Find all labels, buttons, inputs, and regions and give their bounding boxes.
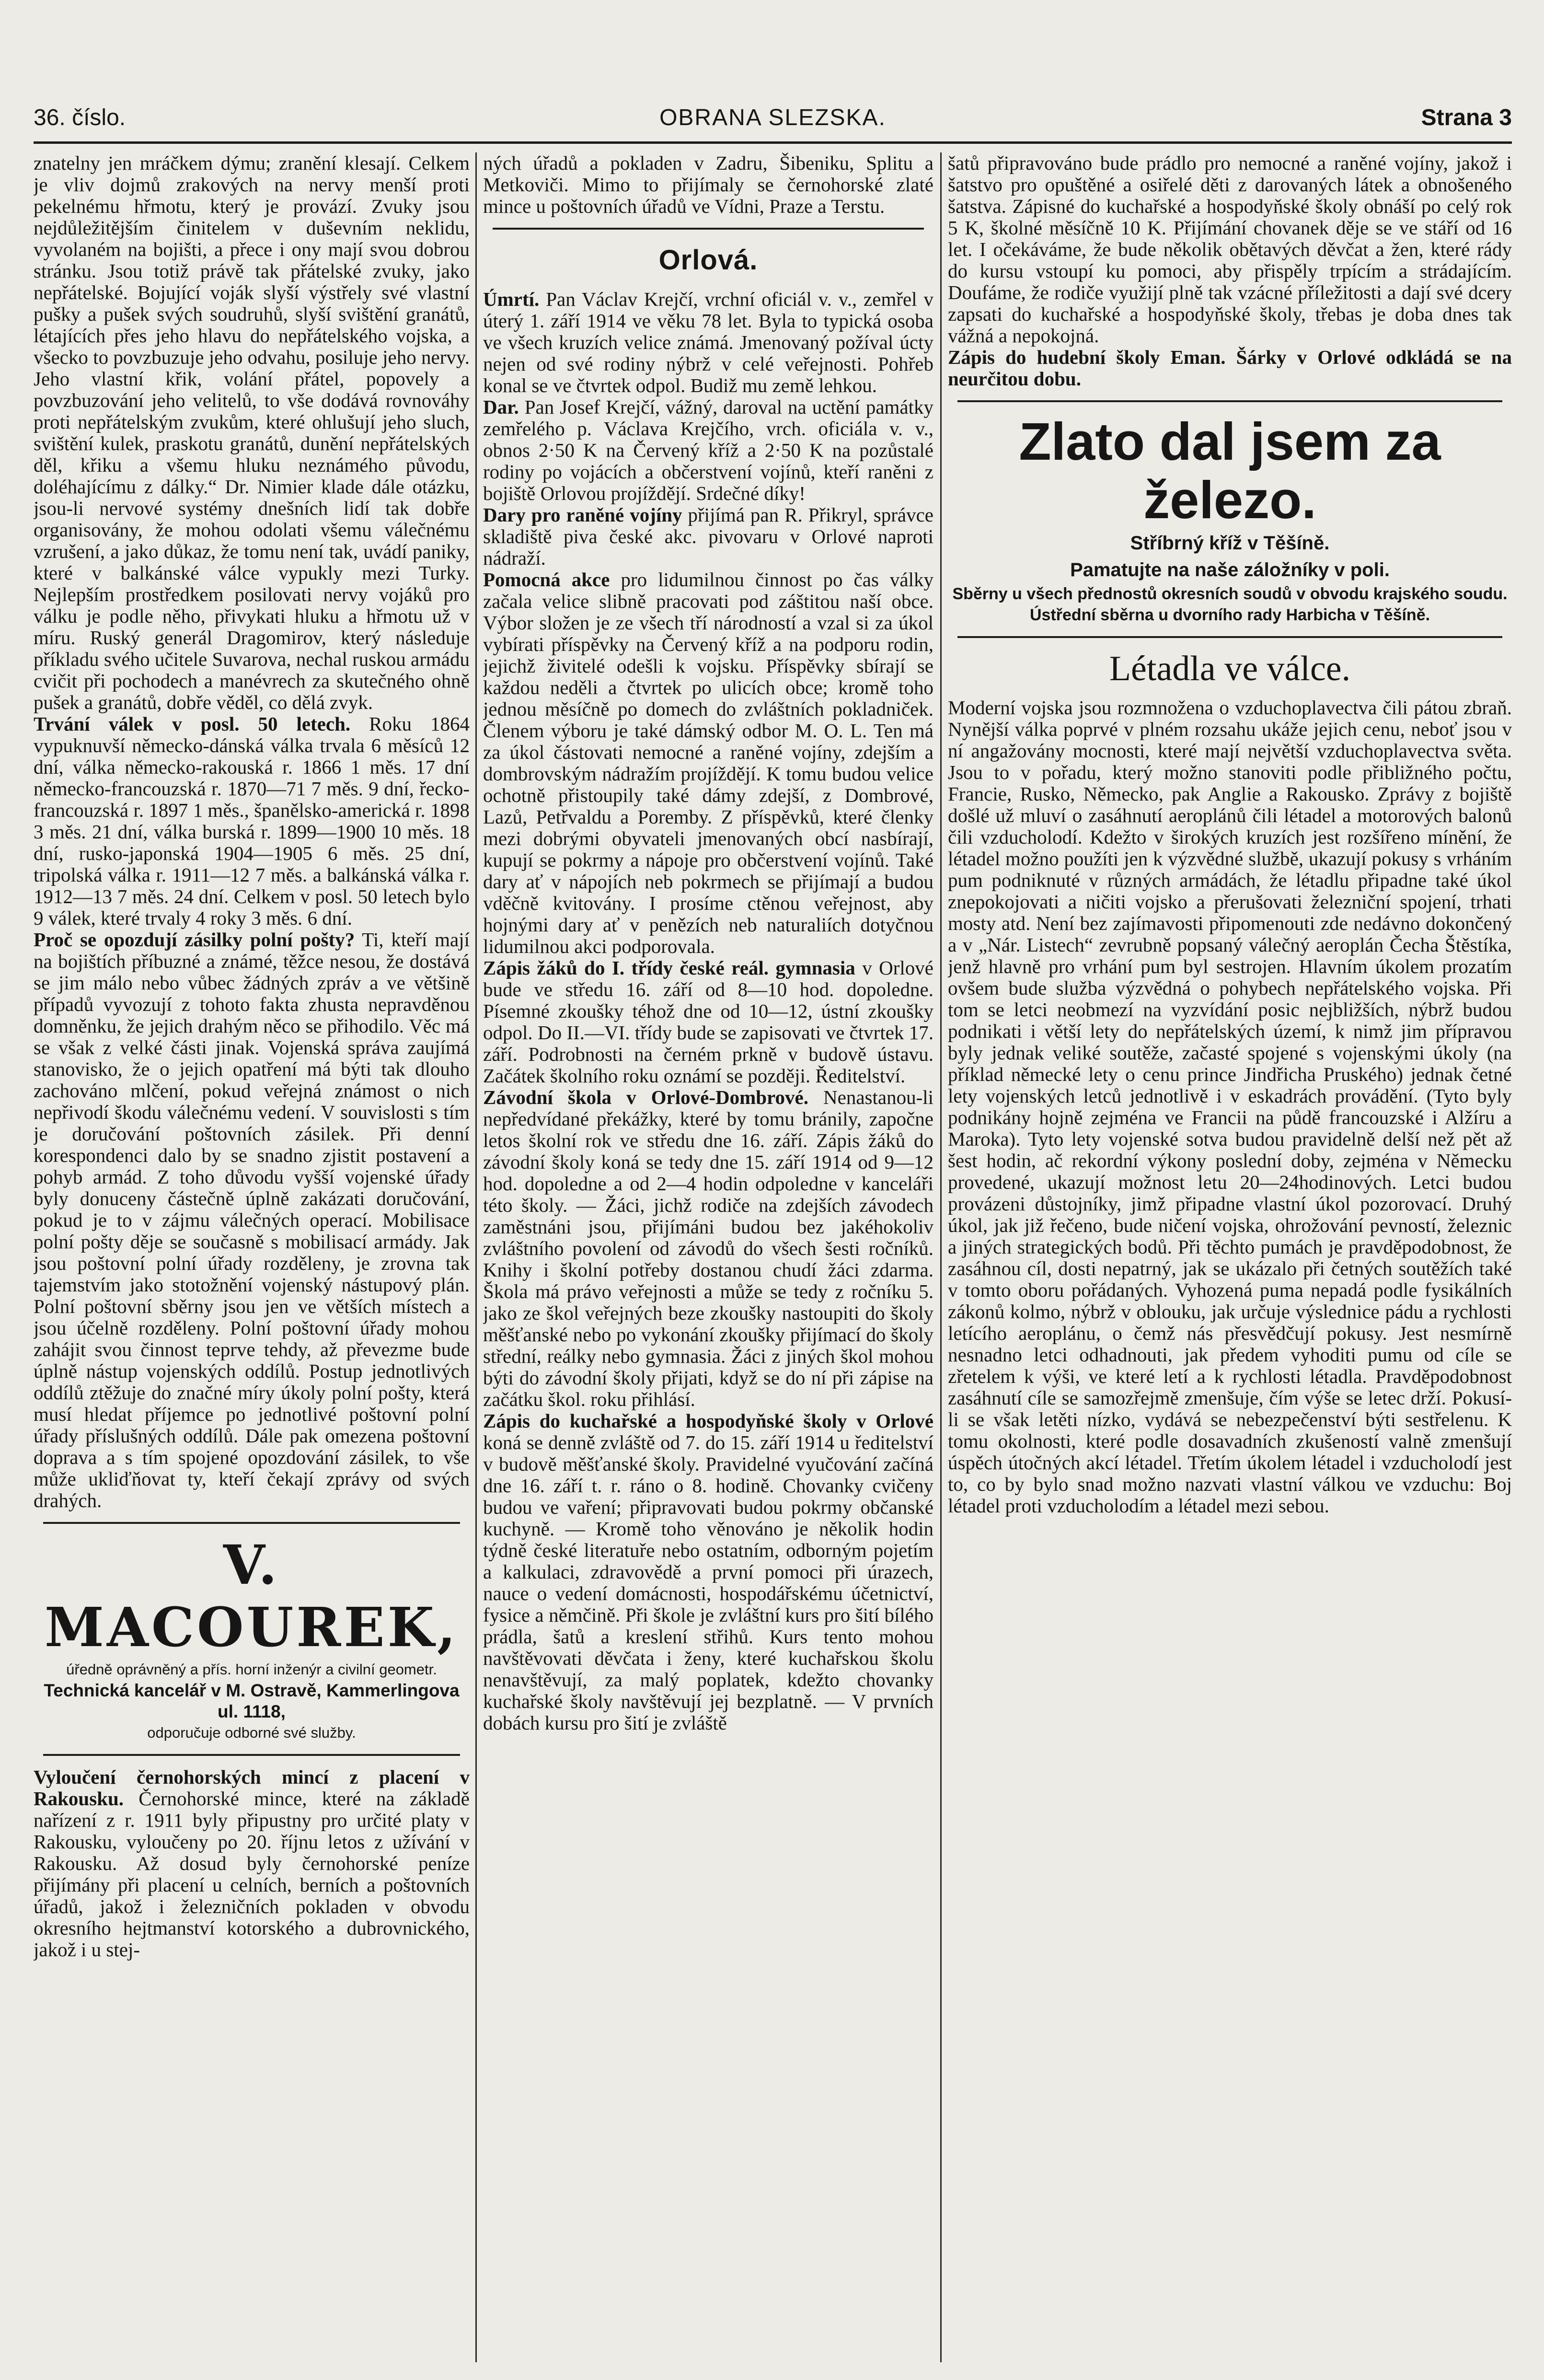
news-body: Nenastanou-li nepředvídané překážky, které by tomu bránily, započne letos školní rok ve středu dne 16. září. Zápis žáků do závodní školy koná se tedy dne 15. září 1914 od 9—12 hod. dopoledne a od 2—4 hodin odpoledne v kanceláři této školy. — Žáci, jichž rodiče na zdejších závodech zaměstnáni jsou, přijímáni budou bez jakéhokoliv zvláštního povolení od závodů do všech šesti ročníků. Knihy i školní potřeby dostanou chudí žáci zdarma. Škola má právo veřejnosti a může se tedy z ročníku 5. jako ze škol veřejných beze zkoušky nastoupiti do školy měšťanské nebo po vykonání zkoušky přijímací do školy střední, reálky nebo gymnasia. Žáci z jiných škol mohou býti do závodní školy přijati, když se do ní při zápise na začátku škol. roku přihlásí. [483,1086,933,1410]
article-letadla: Moderní vojska jsou rozmnožena o vzduchoplavectva čili pátou zbraň. Nynější válka poprvé v plném rozsahu ukáže jejich cenu, neboť jsou v ní angažovány mocnosti, které mají největší vzduchoplavectva světa. Jsou to v pořadu, který možno stanoviti podle přibližného počtu, Francie, Rusko, Německo, pak Anglie a Rakousko. Zprávy z bojiště došlé už mluví o zasáhnutí aeroplánů čili létadel a motorových balonů čili vzducholodí. Kdežto v širokých kruzích jest rozšířeno mínění, že létadel možno použíti jen k výzvědné službě, ukazují pokusy s vrháním pum podniknuté v různých armádách, že létadlu připadne také úkol znepokojovati a ničiti vojsko a přerušovati železniční spojení, trhati mosty atd. Není bez zajímavosti připomenouti zde nedávno dokončený a v „Nár. Listech“ zevrubně popsaný válečný aeroplán Čecha Štěstíka, jenž hlavně pro vrhání pum byl sestrojen. Hlavním úkolem prozatím ovšem bude služba výzvědná o pohybech nepřátelského vojska. Při tom se letci neobmezí na vyzvídání posic nejbližších, nýbrž budou podnikati i větší lety do nepřátelských území, k nimž jim přípravou byly jednak veliké soutěže, začasté spojené s vojenskými úkoly (na příklad německé lety o cenu prince Jindřicha Pruského) jednak četné lety vojenských letců jednotlivě i v eskadrách provádění. (Tyto byly podnikány hojně zejména ve Francii na půdě francouzské i Alžíru a Maroka). Tyto lety vojenské sotva budou pravidelně delší než pět až šest hodin, ač rekordní výkony poslední doby, zejména v Německu provedené, ukazují možnost letu 20—24hodinových. Letci budou provázeni důstojníky, jimž připadne vlastní úkol pozorovací. Druhý úkol, jak již řečeno, bude ničení vojska, ohrožování pevností, železnic a jiných strategických bodů. Při těchto pumách je pravděpodobnost, že zasáhnou cíl, dosti nepatrný, jak se ukázalo při četných soutěžích také v tomto oboru pořádaných. Vyhozená puma nepadá podle fysikálních zákonů kolmo, nýbrž v oblouku, jak určuje výslednice pádu a rychlosti letícího aeroplánu, o čemž nás přesvědčují pokusy. Jest nesmírně nesnadno letci odhadnouti, jak předem vyhoditi pumu od cíle se zřetelem k výši, ve které letí a k rychlosti létadla. Pravděpodobnost zasáhnutí cíle se samozřejmě zmenšuje, čím výše se letec drží. Pokusí-li se však letěti nízko, vydává se nebezpečenství býti sestřelenu. K tomu okolnosti, které podle dosavadních zkušeností valně zmenšují úspěch útočných akcí létadel. Třetím úkolem létadel i vzducholodí jest to, co by bylo snad možno nazvati vlastní válkou ve vzduchu: Boj létadel proti vzducholodím a létadel mezi sebou. [948,697,1512,1517]
news-label: Zápis žáků do I. třídy české reál. gymnasia [483,957,855,979]
news-label: Pomocná akce [483,569,610,591]
news-label: Závodní škola v Orlové-Dombrové. [483,1086,808,1108]
header-rule [34,141,1512,144]
article-body: Roku 1864 vypuknuvší německo-dánská válka trvala 6 měsíců 12 dní, válka německo-rakouská r. 1866 1 měs. 17 dní německo-francouzská r. 1870—71 7 měs. 9 dní, řecko-francouzská r. 1897 1 měs., španělsko-americká r. 1898 3 měs. 21 dní, válka burská r. 1899—1900 10 měs. 18 dní, rusko-japonská 1904—1905 6 měs. 25 dní, tripolská válka r. 1911—12 7 měs. a balkánská válka r. 1912—13 7 měs. 24 dní. Celkem v posl. 50 letech bylo 9 válek, které trvaly 4 roky 3 měs. 6 dní. [34,713,470,929]
appeal-title: železo. [1143,471,1316,530]
news-label: Zápis do kuchařské a hospodyňské školy v Orlové [483,1410,933,1432]
section-divider [957,400,1502,402]
ad-line: úředně oprávněný a přís. horní inženýr a civilní geometr. [66,1661,437,1678]
article-cernohorske-mince [34,1766,470,1961]
section-divider [43,1522,460,1524]
appeal-zlato-za-zelezo [948,413,1512,626]
news-label: Dar. [483,396,519,418]
column-rule-1 [475,152,477,2362]
ad-name: V. MACOUREK, [44,1534,459,1659]
advertisement-macourek [34,1534,470,1743]
news-body: v Orlové bude ve středu 16. září od 8—10 hod. dopoledne. Písemné zkoušky téhož dne od 10—12, ústní zkoušky odpol. Do II.—VI. třídy bude se zapisovati ve čtvrtek 17. září. Podrobnosti na černém prkně v budově ústavu. Začátek školního roku oznámí se později. [483,957,933,1087]
ad-line: Technická kancelář v M. Ostravě, Kammerlingova ul. 1118, [44,1681,460,1721]
news-signature: Ředitelství. [815,1065,906,1087]
article-body: Ti, kteří mají na bojištích příbuzné a známé, těžce nesou, že dostává se jim málo nebo vůbec žádných zpráv a ve většině případů vyvozují z tohoto fakta zhusta nepravděnou domněnku, že jejich drahým něco se přihodilo. Věc má se však z velké části jinak. Vojenská správa zaujímá stanovisko, že o jejich opatření má býti tak dlouho zachováno mlčení, pokud veřejná známost o nich nepřivodí škodu válečnému vedení. V souvislosti s tím je doručování poštovních zásilek. Při denní korespondenci dalo by se snadno zjistit postavení a pohyb armád. Z toho důvodu vyšší vojenské úřady byly donuceny částečně úplně zakázati doručování, pokud je to v zájmu válečných operací. Mobilisace polní pošty děje se současně s mobilisací armády. Jak jsou poštovní polní úřady rozděleny, je zrovna tak tajemstvím jako stotožnění vojenský nástupový plán. Polní poštovní sběrny jsou jen ve větších místech a jsou účelně rozděleny. Polní poštovní úřady mohou zahájit svou činnost teprve tehdy, až převezme bude úplně nástup vojenských oddílů. Postup jednotlivých oddílů ztěžuje do značné míry úkoly polní pošty, která musí hledat příjemce po jednotlivé poštovní polní úřady příslušných oddílů. Dále pak omezena poštovní doprava a s tím spojené opozdování zásilek, to vše může ukliďňovat ty, kteří čekají zprávy od svých drahých. [34,929,470,1511]
news-dary [483,504,933,569]
column-rule-2 [940,152,942,2362]
article-body: Černohorské mince, které na základě nařízení z r. 1911 byly připustny pro určité platy v Rakousku, vyloučeny po 20. říjnu letos z užívání v Rakousku. Až dosud byly černohorské peníze přijímány při placení u celních, berních a poštovních úřadů, jakož i železničních pokladen v obvodu okresního hejtmanství kotorského a dubrovnického, jakož i u stej- [34,1788,470,1961]
news-umrti [483,289,933,396]
news-body: Pan Václav Krejčí, vrchní oficiál v. v., zemřel v úterý 1. září 1914 ve věku 78 let. Byla to typická osoba ve všech kruzích velice známá. Jmenovaný požíval úcty nejen od své rodiny nýbrž v celé veřejnosti. Pohřeb konal se ve čtvrtek odpol. Budiž mu země lehkou. [483,288,933,396]
news-body: Pan Josef Krejčí, vážný, daroval na uctění památky zemřelého p. Václava Krejčího, vrch. oficiála v. v., obnos 2·50 K na Červený kříž a 2·50 K na pozůstalé rodiny po vojácích a občerstvení vojínů, kteří raněni z bojiště Orlovou projíždějí. Srdečné díky! [483,396,933,504]
news-pomocna-akce [483,569,933,957]
newspaper-title: OBRANA SLEZSKA. [659,105,886,130]
article-continued: znatelny jen mráčkem dýmu; zranění klesají. Celkem je vliv dojmů zrakových na nervy menší proti pekelnému hřmotu, který je provází. Zvuky jsou nejdůležitějším činitelem v duševním neklidu, vyvolaném na bojišti, a přece i ony mají svou dobrou stránku. Jsou totiž právě tak přátelské zvuky, jako nepřátelské. Bojující voják slyší výstřely své vlastní pušky a pušek svých soudruhů, slyší svištění granátů, létajících přes jeho hlavu do nepřátelského vojska, a všecko to povzbuzuje jeho odvahu, posiluje jeho nervy. Jeho vlastní křik, volání přátel, popovely a povzbuzování jeho velitelů, to vše dodává rovnováhy proti nepřátelským zvukům, které ohlušují jeho sluch, svištění kulek, praskotu granátů, dunění nepřátelských děl, křiku a všemu hluku neznámého původu, doléhajícímu z dálky.“ Dr. Nimier klade dále otázku, jsou-li nervové systémy dnešních lidí tak dobře organisovány, že mohou odolati všemu válečnému vzrušení, a jako důkaz, že tomu není tak, uvádí paniky, které v balkánské válce vypukly mezi Turky. Nejlepším prostředkem posilovati nervy vojáků pro válku je podle něho, přivykati hluku a hřmotu už v míru. Ruský generál Dragomirov, který následuje příkladu svého učitele Suvarova, nechal ruskou armádu cvičit při pochodech a manévrech za skutečného ohně pušek a granátů, dobře věděl, co dělá zvyk. [34,152,470,713]
article-trvani-valek [34,713,470,929]
section-divider [43,1754,460,1756]
section-divider [957,636,1502,638]
article-title: Vyloučení černohorských mincí z placení v Rakousku. [34,1766,470,1810]
news-zapis-gymnasium [483,957,933,1087]
news-label: Úmrtí. [483,288,540,310]
article-continued: ných úřadů a pokladen v Zadru, Šibeniku, Splitu a Metkoviči. Mimo to přijímaly se černohorské zlaté mince u poštovních úřadů ve Vídni, Praze a Terstu. [483,152,933,217]
section-divider [493,228,924,230]
appeal-line: Stříbrný kříž v Těšíně. [1130,533,1330,554]
article-title: Trvání válek v posl. 50 letech. [34,713,351,735]
news-zavodni-skola [483,1087,933,1410]
news-label: Dary pro raněné vojíny [483,504,682,526]
article-continued: šatů připravováno bude prádlo pro nemocné a raněné vojíny, jakož i šatstvo pro opuštěné a osiřelé děti z darovaných látek a obnošeného šatstva. Zápisné do kuchařské a hospodyňské školy obnáší po celý rok 5 K, školné měsíčně 10 K. Přijímání chovanek děje se ve stáří od 16 let. I očekáváme, že bude několik obětavých děvčat a žen, které rády do kursu vstoupí ku pomoci, aby přispěly trpícím a strádajícím. Doufáme, že rodiče využijí plně tak vzácné příležitosti a dají své dcery zapsati do kuchařské a hospodyňské školy, třebas je doba dnes tak vážná a nepokojná. [948,152,1512,347]
page-header [34,96,1512,139]
page-number: Strana 3 [1421,105,1512,130]
appeal-line: Pamatujte na naše záložníky v poli. [1070,559,1390,580]
appeal-title: Zlato dal jsem za [1019,412,1441,471]
column-1 [34,152,470,2362]
news-kucharska-skola [483,1410,933,1734]
issue-number: 36. číslo. [34,105,126,130]
appeal-line: Sběrny u všech přednostů okresních soudů v obvodu krajského soudu. [952,585,1508,603]
article-title: Proč se opozdují zásilky polní pošty? [34,929,355,951]
column-2 [483,152,933,2362]
news-dar [483,396,933,504]
news-body: pro lidumilnou činnost po čas války začala velice slibně pracovati pod záštitou naší obce. Výbor složen je ze všech tří národností a vzal si za úkol vybírati příspěvky na Červený kříž a na podporu rodin, jejichž živitelé odešli k vojsku. Příspěvky sbírají se každou neděli a čtvrtek po ulicích obce; kromě toho jednou měsíčně po domech do zvláštních pokladniček. Členem výboru je také dámský odbor M. O. L. Ten má za úkol částovati nemocné a raněné vojíny, zdejším a dombrovským nádražím projíždějí. K tomu budou velice ochotně přistoupily také dámy zdejší, z Dombrové, Lazů, Petřvaldu a Poremby. Z příspěvků, které členky mezi dobrými obyvateli jmenovaných obcí nasbírají, kupují se pokrmy a nápoje pro občerstvení vojínů. Také dary ať v nápojích neb pokrmech se přijímají a budou vděčně kvitovány. I prosíme ctěnou veřejnost, aby hojnými dary ať v penězích neb naturaliích dotyčnou lidumilnou akci podporovala. [483,569,933,957]
ad-line: odporučuje odborné své služby. [147,1724,356,1741]
section-title-orlova: Orlová. [658,244,758,276]
column-3 [948,152,1512,2362]
appeal-line: Ústřední sběrna u dvorního rady Harbicha v Těšíně. [1029,606,1430,624]
article-title: Létadla ve válce. [1109,649,1351,688]
news-body: koná se denně zvláště od 7. do 15. září 1914 u ředitelství v budově měšťanské školy. Pravidelné vyučování začíná dne 16. září t. r. ráno o 8. hodině. Chovanky cvičeny budou ve vaření; připravovati budou pokrmy občanské kuchyně. — Kromě toho věnováno je několik hodin týdně české literatuře nebo ostatním, odborným pojetím a kalkulaci, zdravovědě a první pomoci při úrazech, nauce o vedení domácnosti, hospodářskému účetnictví, fysice a němčině. Při škole je zvláštní kurs pro šití bílého prádla, šatů a kreslení střihů. Kurs tento mohou navštěvovati děvčata i ženy, které kuchařskou školu nenavštěvují, za malý poplatek, kdežto chovanky kuchařské školy navštěvují jej bezplatně. — V prvních dobách kursu pro šití je zvláště [483,1431,933,1734]
news-body: přijímá pan R. Přikryl, správce skladiště piva české akc. pivovaru v Orlové naproti nádraží. [483,504,933,569]
news-hudebni-skola: Zápis do hudební školy Eman. Šárky v Orlové odkládá se na neurčitou dobu. [948,346,1512,390]
article-polni-posta [34,929,470,1511]
